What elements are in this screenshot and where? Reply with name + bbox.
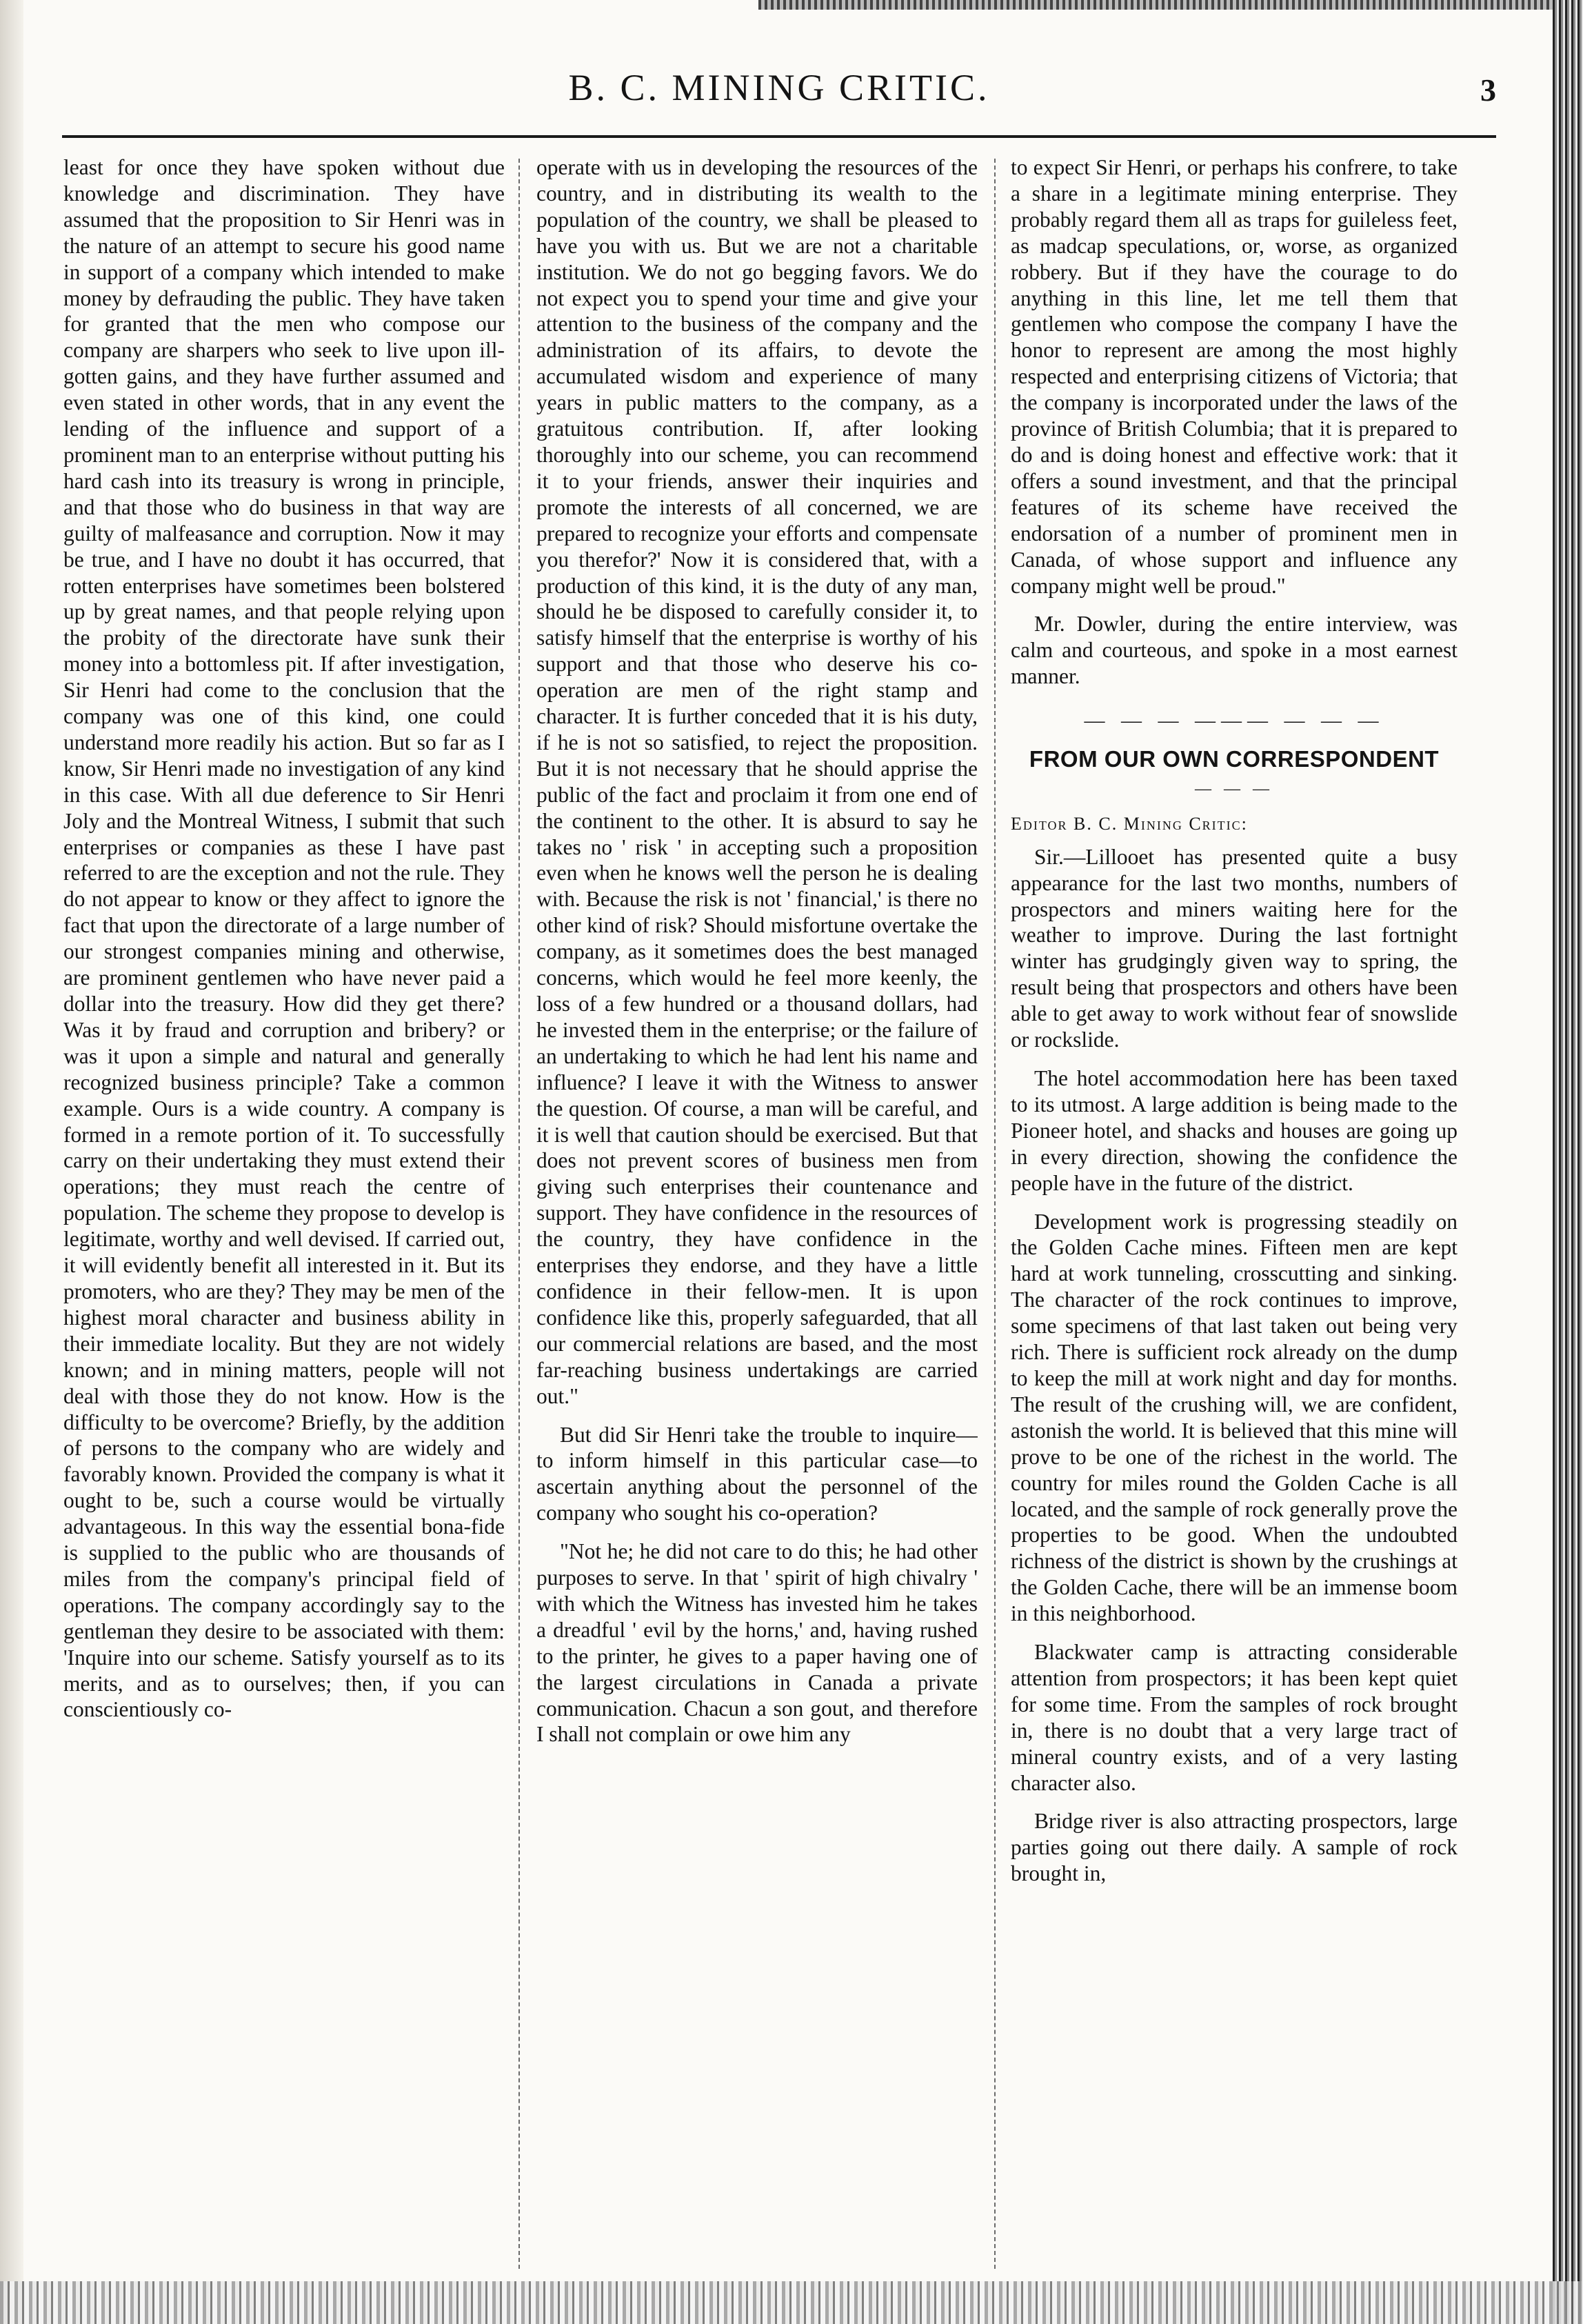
article-paragraph: But did Sir Henri take the trouble to inquire—to inform himself in this particular case—to ascertain anything about the personnel of the company who sought his co-operation?	[536, 1422, 978, 1525]
correspondent-paragraph: Bridge river is also attracting prospectors, large parties going out there daily. A sample of rock brought in,	[1011, 1809, 1458, 1886]
column-2	[536, 154, 978, 2278]
column-1	[63, 154, 505, 2278]
header-rule	[62, 135, 1496, 138]
page-title: B. C. MINING CRITIC.	[568, 67, 990, 108]
correspondent-paragraph: Development work is progressing steadily on the Golden Cache mines. Fifteen men are kept hard at work tunneling, crosscutting and sinking. The character of the rock continues to improve, some specimens of that last taken out being very rich. There is sufficient rock already on the dump to keep the mill at work night and day for months. The result of the crushing will, we are confident, astonish the world. It is believed that this mine will prove to be one of the richest in the world. The country for miles round the Golden Cache is all located, and the sample of rock generally prove the properties to be good. When the undoubted richness of the district is shown by the crushings at the Golden Cache, there will be an immense boom in this neighborhood.	[1011, 1209, 1458, 1626]
scan-right-edge	[1553, 0, 1583, 2324]
correspondent-paragraph: The hotel accommodation here has been taxed to its utmost. A large addition is being made to the Pioneer hotel, and shacks and houses are going up in every direction, showing the confidence the people have in the future of the district.	[1011, 1066, 1458, 1195]
page-number: 3	[1480, 72, 1496, 108]
correspondent-paragraph: Blackwater camp is attracting considerable attention from prospectors; it has been kept quiet for some time. From the samples of rock brought in, there is no doubt that a very large tract of mineral country exists, and of a very lasting character also.	[1011, 1640, 1458, 1795]
column-divider-2	[994, 159, 996, 2269]
column-3	[1011, 154, 1458, 2278]
column-divider-1	[518, 159, 520, 2269]
article-paragraph: Mr. Dowler, during the entire interview, was calm and courteous, and spoke in a most earnest manner.	[1011, 612, 1458, 689]
article-paragraph: operate with us in developing the resources of the country, and in distributing its wealth to the population of the country, we shall be pleased to have you with us. But we are not a charitable institution. We do not go begging favors. We do not expect you to spend your time and give your attention to the business of the company and the administration of its affairs, to devote the accumulated wisdom and experience of many years in public matters to the company, as a gratuitous contribution. If, after looking thoroughly into our scheme, you can recommend it to your friends, answer their inquiries and promote the interests of all concerned, we are prepared to recognize your efforts and compensate you therefor?' Now it is considered that, with a production of this kind, it is the duty of any man, should he be disposed to carefully consider it, to satisfy himself that the enterprise is worthy of his support and that those who deserve his co-operation are men of the right stamp and character. It is further conceded that it is his duty, if he is not so satisfied, to reject the proposition. But it is not necessary that he should apprise the public of the fact and proclaim it from one end of the continent to the other. It is absurd to say he takes no ' risk ' in accepting such a proposition even when he knows well the person he is dealing with. Because the risk is not ' financial,' is there no other kind of risk? Should misfortune overtake the company, as it sometimes does the best managed concerns, which would he feel more keenly, the loss of a few hundred or a thousand dollars, had he invested them in the enterprise; or the failure of an undertaking to which he had lent his name and influence? I leave it with the Witness to answer the question. Of course, a man will be careful, and it is well that caution should be exercised. But that does not prevent scores of business men from giving such enterprises their countenance and support. They have confidence in the resources of the country, they have confidence in the enterprises they endorse, and they have a little confidence in their fellow-men. It is upon confidence like this, properly safeguarded, that all our commercial relations are based, and the most far-reaching business undertakings are carried out."	[536, 155, 978, 1408]
article-paragraph: to expect Sir Henri, or perhaps his confrere, to take a share in a legitimate mining enterprise. They probably regard them all as traps for guileless feet, as madcap speculations, or, worse, as organized robbery. But if they have the courage to do anything in this line, let me tell them that gentlemen who compose the company I have the honor to represent are among the most highly respected and enterprising citizens of Victoria; that the company is incorporated under the laws of the province of British Columbia; that it is prepared to do and is doing honest and effective work: that it offers a sound investment, and that the principal features of its scheme have received the endorsation of a number of prominent men in Canada, of whose support and influence any company might well be proud."	[1011, 155, 1458, 598]
section-divider: — — — ——— — — —	[1084, 709, 1384, 732]
correspondent-paragraph: Sir.—Lillooet has presented quite a busy appearance for the last two months, numbers of prospectors and miners waiting here for the weather to improve. During the last fortnight winter has grudgingly given way to spring, the result being that prospectors and others have been able to get away to work without fear of snowslide or rockslide.	[1011, 844, 1458, 1052]
article-paragraph: least for once they have spoken without due knowledge and discrimination. They have assumed that the proposition to Sir Henri was in the nature of an attempt to secure his good name in support of a company which intended to make money by defrauding the public. They have taken for granted that the men who compose our company are sharpers who seek to live upon ill-gotten gains, and they have further assumed and even stated in other words, that in any event the lending of the influence and support of a prominent man to an enterprise without putting his hard cash into its treasury is wrong in principle, and that those who do business in that way are guilty of malfeasance and corruption. Now it may be true, and I have no doubt it has occurred, that rotten enterprises have sometimes been bolstered up by great names, and that people relying upon the probity of the directorate have sunk their money into a bottomless pit. If after investigation, Sir Henri had come to the conclusion that the company was one of this kind, one could understand more readily his action. But so far as I know, Sir Henri made no investigation of any kind in this case. With all due deference to Sir Henri Joly and the Montreal Witness, I submit that such enterprises or companies as these I have past referred to are the exception and not the rule. They do not appear to know or they affect to ignore the fact that upon the directorate of a large number of our strongest companies mining and otherwise, are prominent gentlemen who have never paid a dollar into the treasury. How did they get there? Was it by fraud and corruption and bribery? or was it upon a simple and natural and generally recognized business principle? Take a common example. Ours is a wide country. A company is formed in a remote portion of it. To successfully carry on their undertaking they must extend their operations; they must reach the centre of population. The scheme they propose to develop is legitimate, worthy and well devised. If carried out, it will evidently benefit all interested in it. But its promoters, who are they? They may be men of the highest moral character and business ability in their immediate locality. But they are not widely known; and in mining matters, people will not deal with those they do not know. How is the difficulty to be overcome? Briefly, by the addition of persons to the company who are widely and favorably known. Provided the company is what it ought to be, such a course would be virtually advantageous. In this way the essential bona-fide is supplied to the public who are thousands of miles from the company's principal field of operations. The company accordingly say to the gentleman they desire to be associated with them: 'Inquire into our scheme. Satisfy yourself as to its merits, and as to ourselves; then, if you can conscientiously co-	[63, 155, 505, 1722]
section-subrule: — — —	[1195, 779, 1273, 798]
section-heading: FROM OUR OWN CORRESPONDENT	[1029, 746, 1440, 772]
scan-bottom-edge	[0, 2281, 1583, 2324]
article-paragraph: "Not he; he did not care to do this; he had other purposes to serve. In that ' spirit of high chivalry ' with which the Witness has invested him he takes a dreadful ' evil by the horns,' and, having rushed to the printer, he gives to a paper having one of the largest circulations in Canada a private communication. Chacun a son gout, and therefore I shall not complain or owe him any	[536, 1539, 978, 1747]
masthead	[62, 66, 1496, 121]
binding-edge	[0, 0, 23, 2324]
letter-salutation: Editor B. C. Mining Critic:	[1011, 813, 1248, 834]
scan-top-edge	[758, 0, 1583, 10]
